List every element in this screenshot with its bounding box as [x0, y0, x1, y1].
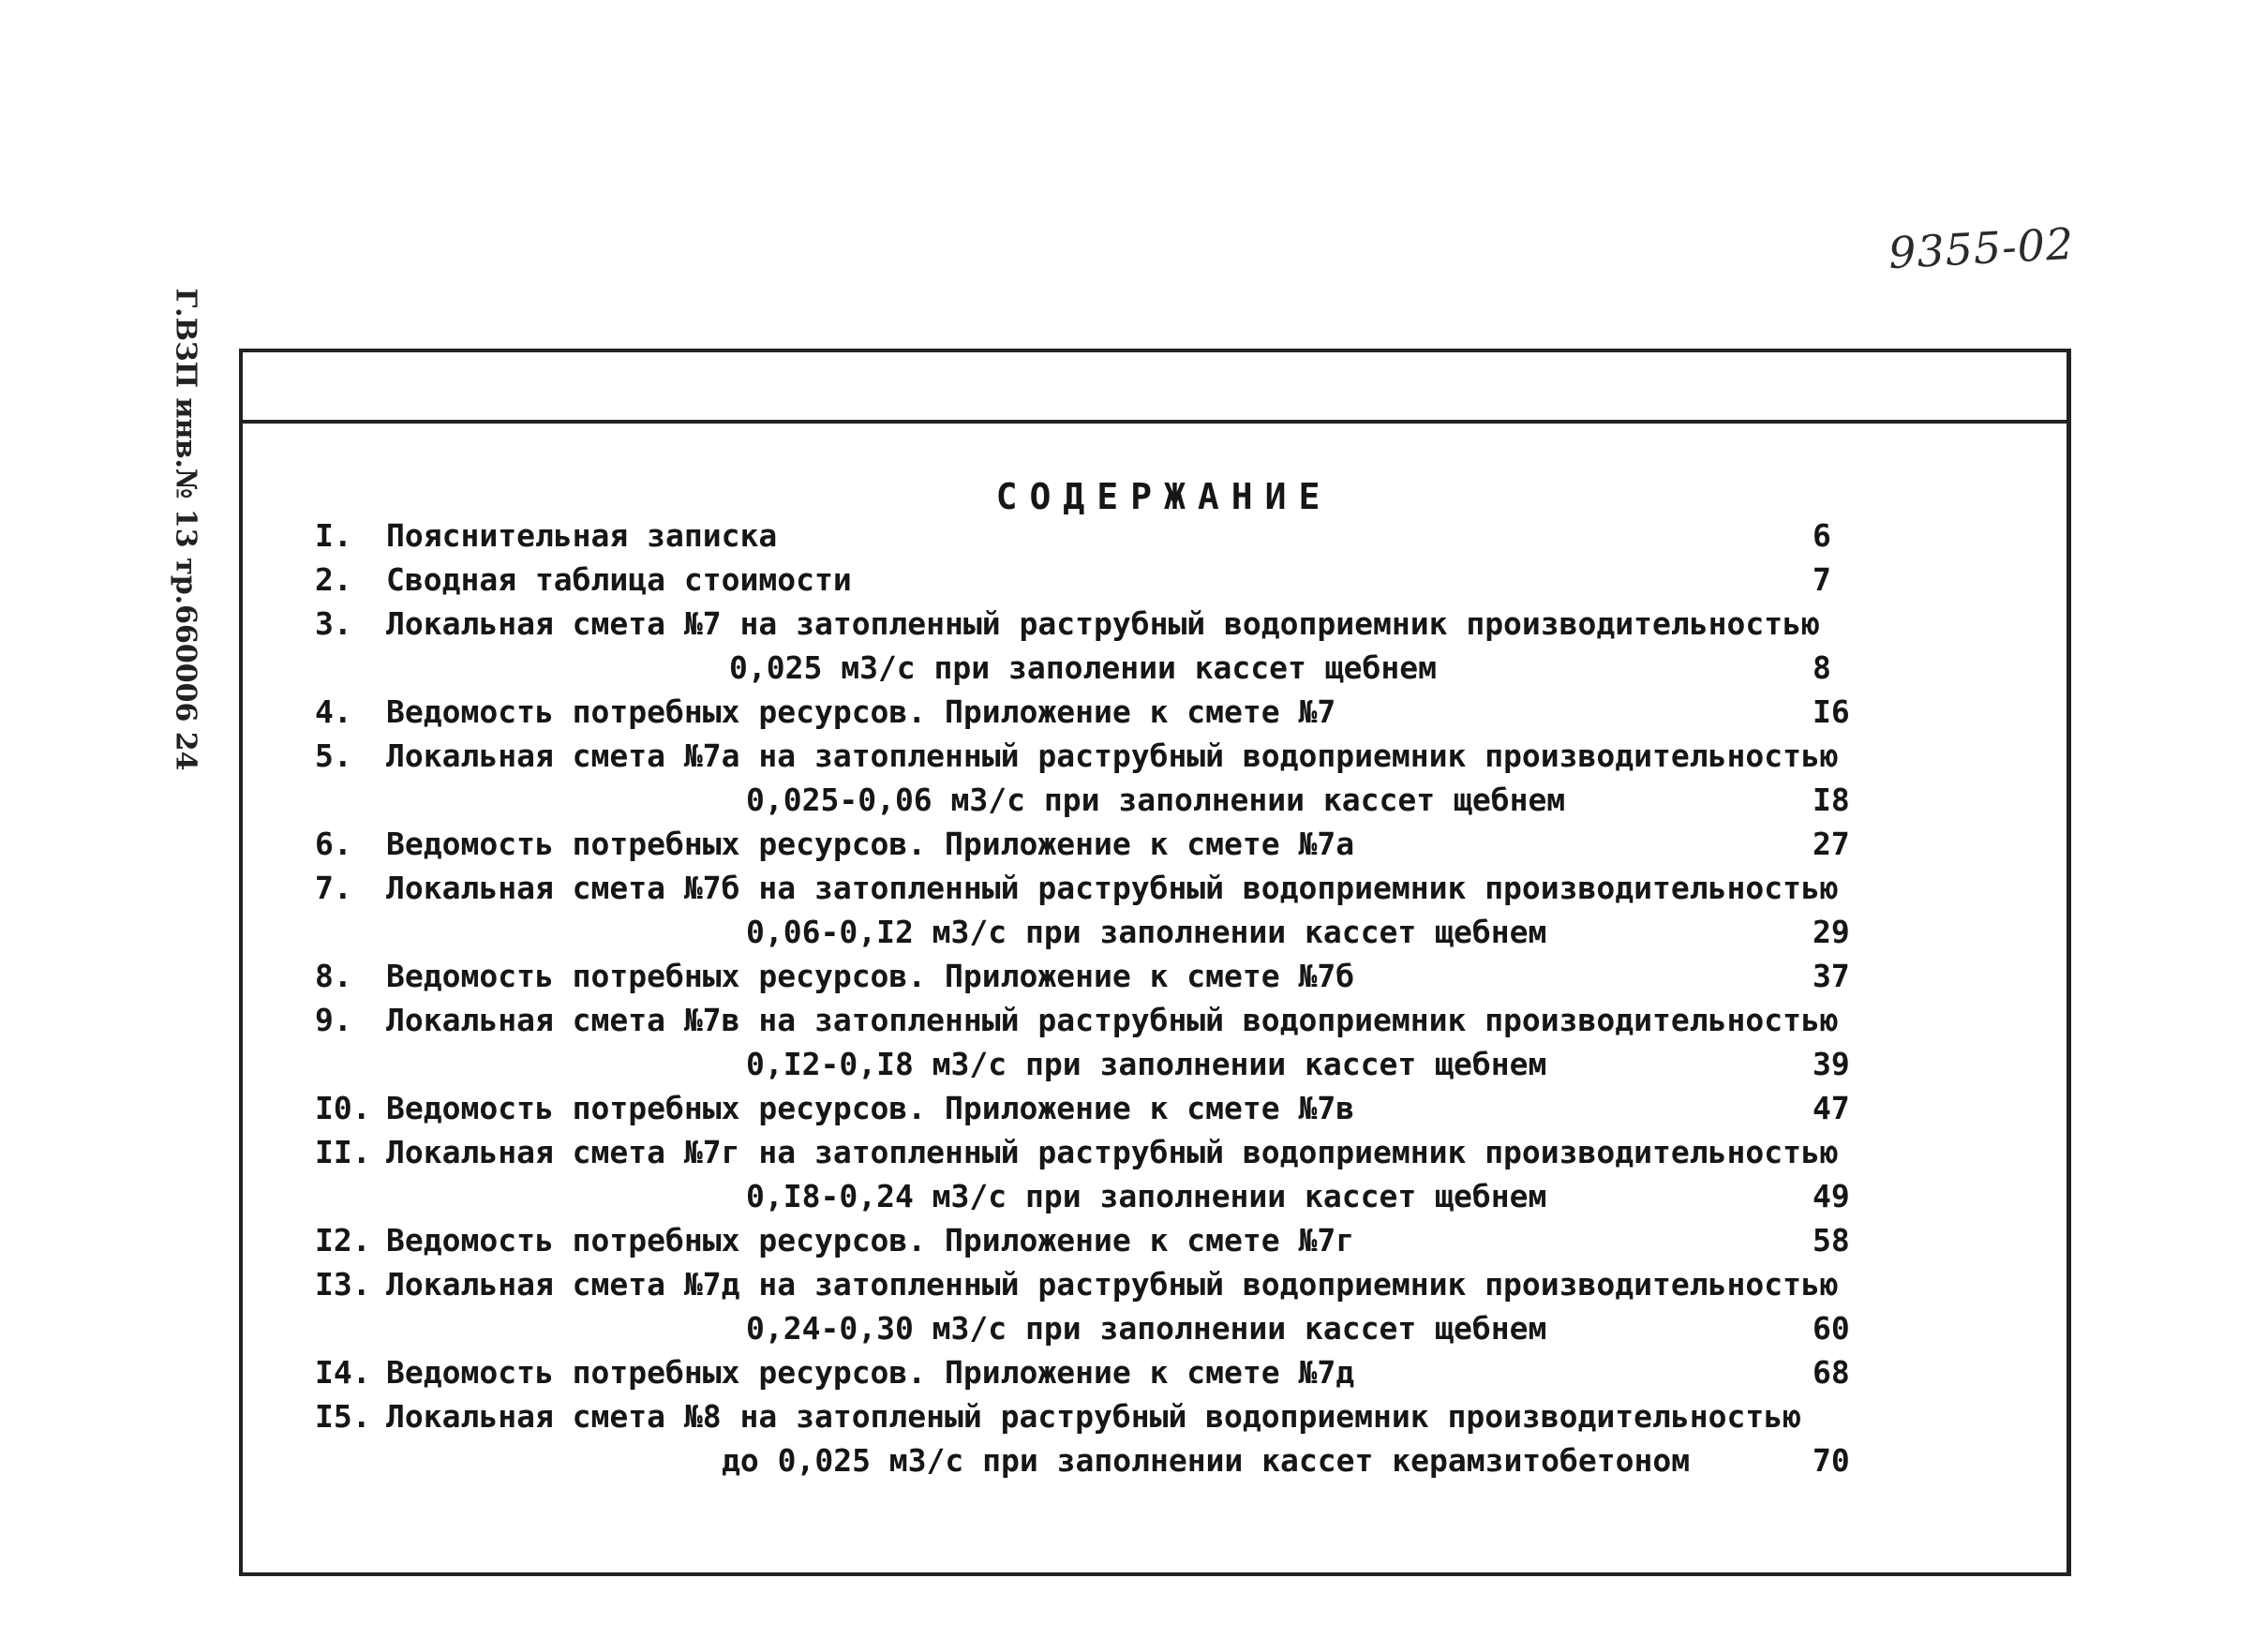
toc-item-title-continued: 0,06-0,I2 м3/с при заполнении кассет щебнем	[746, 914, 1547, 950]
toc-item-page-number: 7	[1813, 561, 1831, 598]
toc-item-number: I.	[315, 517, 352, 554]
toc-item	[0, 693, 1968, 737]
toc-item-number: I5.	[315, 1398, 371, 1435]
toc-item	[0, 1134, 1968, 1222]
toc-item-page-number: 47	[1813, 1090, 1850, 1126]
toc-item-title: Ведомость потребных ресурсов. Приложение к смете №7а	[386, 826, 1355, 862]
toc-item-title: Ведомость потребных ресурсов. Приложение к смете №7в	[386, 1090, 1355, 1126]
toc-item-title: Локальная смета №7г на затопленный раструбный водоприемник производительностью	[386, 1134, 1839, 1170]
frame-header	[243, 352, 2067, 424]
toc-item	[0, 826, 1968, 870]
archive-stamp-text: Г.ВЗП инв.№ 13 тр.660006 24	[169, 288, 202, 771]
toc-item	[0, 1222, 1968, 1266]
toc-item-title: Сводная таблица стоимости	[386, 561, 852, 598]
toc-item-title-continued: 0,24-0,30 м3/с при заполнении кассет щебнем	[746, 1310, 1547, 1347]
toc-item-page-number: 68	[1813, 1354, 1850, 1391]
toc-item	[0, 1266, 1968, 1354]
toc-item-title: Локальная смета №7в на затопленный раструбный водоприемник производительностью	[386, 1002, 1839, 1038]
toc-item-page-number: 27	[1813, 826, 1850, 862]
document-code: 9355-02	[1887, 217, 2076, 279]
toc-item-title: Пояснительная записка	[386, 517, 778, 554]
toc-item	[0, 870, 1968, 958]
toc-item-number: 8.	[315, 958, 352, 994]
toc-item-title: Ведомость потребных ресурсов. Приложение к смете №7	[386, 693, 1336, 730]
toc-item-title: Локальная смета №7д на затопленный раструбный водоприемник производительностью	[386, 1266, 1839, 1303]
toc-item-title: Локальная смета №8 на затопленый раструбный водоприемник производительностью	[386, 1398, 1801, 1435]
toc-item-number: I0.	[315, 1090, 371, 1126]
toc-item-page-number: 39	[1813, 1046, 1850, 1082]
toc-item-number: 9.	[315, 1002, 352, 1038]
toc-item	[0, 1090, 1968, 1134]
toc-list	[0, 517, 1968, 1486]
toc-item-number: I2.	[315, 1222, 371, 1258]
toc-item	[0, 517, 1968, 561]
toc-item-page-number: 37	[1813, 958, 1850, 994]
toc-item-title: Ведомость потребных ресурсов. Приложение к смете №7г	[386, 1222, 1355, 1258]
toc-item-title-continued: 0,I8-0,24 м3/с при заполнении кассет щебнем	[746, 1178, 1547, 1214]
toc-item	[0, 1002, 1968, 1090]
toc-item-title-continued: до 0,025 м3/с при заполнении кассет керамзитобетоном	[722, 1442, 1691, 1479]
toc-item-page-number: 70	[1813, 1442, 1850, 1479]
toc-item	[0, 605, 1968, 693]
toc-item-title-continued: 0,025 м3/с при заполении кассет щебнем	[729, 649, 1437, 686]
toc-item-number: 3.	[315, 605, 352, 642]
toc-item	[0, 1354, 1968, 1398]
toc-item-page-number: I6	[1813, 693, 1850, 730]
toc-item-number: 4.	[315, 693, 352, 730]
toc-item-page-number: 6	[1813, 517, 1831, 554]
toc-item-number: I4.	[315, 1354, 371, 1391]
toc-item-page-number: 29	[1813, 914, 1850, 950]
toc-title: СОДЕРЖАНИЕ	[995, 476, 1333, 517]
toc-item	[0, 1398, 1968, 1486]
toc-item-title: Локальная смета №7б на затопленный раструбный водоприемник производительностью	[386, 870, 1839, 906]
toc-item-page-number: 58	[1813, 1222, 1850, 1258]
toc-item-title: Ведомость потребных ресурсов. Приложение к смете №7б	[386, 958, 1355, 994]
toc-item-number: I3.	[315, 1266, 371, 1303]
toc-item-title-continued: 0,I2-0,I8 м3/с при заполнении кассет щебнем	[746, 1046, 1547, 1082]
toc-item-page-number: I8	[1813, 782, 1850, 818]
toc-item-title-continued: 0,025-0,06 м3/с при заполнении кассет щебнем	[746, 782, 1566, 818]
toc-item-title: Ведомость потребных ресурсов. Приложение к смете №7д	[386, 1354, 1355, 1391]
toc-item	[0, 737, 1968, 826]
toc-item-number: 7.	[315, 870, 352, 906]
toc-item	[0, 561, 1968, 605]
toc-item-title: Локальная смета №7а на затопленный раструбный водоприемник производительностью	[386, 737, 1839, 774]
toc-item	[0, 958, 1968, 1002]
toc-item-number: 2.	[315, 561, 352, 598]
toc-item-page-number: 60	[1813, 1310, 1850, 1347]
toc-item-title: Локальная смета №7 на затопленный раструбный водоприемник производительностью	[386, 605, 1820, 642]
toc-item-number: 6.	[315, 826, 352, 862]
toc-item-page-number: 49	[1813, 1178, 1850, 1214]
toc-item-number: II.	[315, 1134, 371, 1170]
toc-item-number: 5.	[315, 737, 352, 774]
toc-item-page-number: 8	[1813, 649, 1831, 686]
